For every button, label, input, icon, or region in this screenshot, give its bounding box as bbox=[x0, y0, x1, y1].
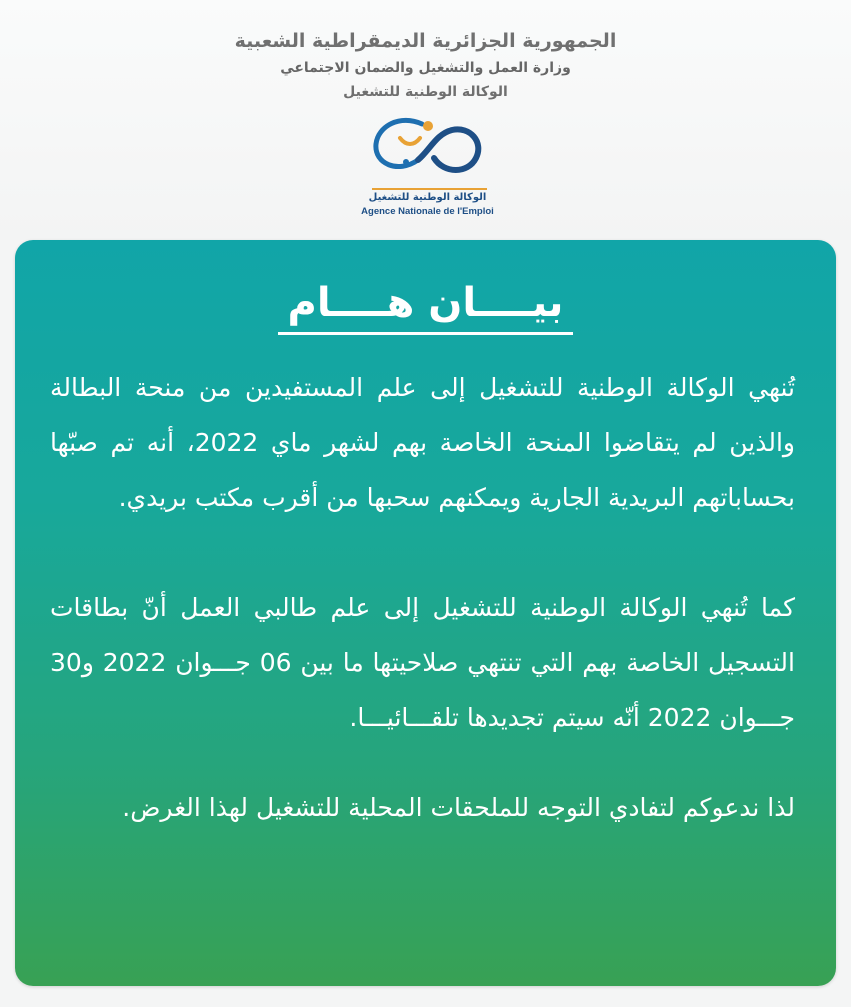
logo-french-text: Agence Nationale de l'Emploi bbox=[361, 206, 494, 217]
republic-name: الجمهورية الجزائرية الديمقراطية الشعبية bbox=[234, 30, 617, 52]
notice-title bbox=[0, 280, 851, 335]
logo-divider bbox=[372, 188, 487, 190]
anem-logo-icon bbox=[360, 112, 495, 188]
ministry-name: وزارة العمل والتشغيل والضمان الاجتماعي bbox=[280, 60, 571, 76]
logo-arabic-text: الوكالة الوطنية للتشغيل bbox=[368, 192, 487, 203]
agency-name: الوكالة الوطنية للتشغيل bbox=[343, 84, 508, 100]
notice-paragraph-3: لذا ندعوكم لتفادي التوجه للملحقات المحلية للتشغيل لهذا الغرض. bbox=[122, 793, 795, 822]
notice-paragraph-2: كما تُنهي الوكالة الوطنية للتشغيل إلى علم طالبي العمل أنّ بطاقات التسجيل الخاصة بهم التي تنتهي صلاحيتها ما بين 06 جـــوان 2022 و30 جـــوان 2022 أنّه سيتم تجديدها تلقـــائيـــا. bbox=[50, 593, 796, 732]
agency-logo bbox=[360, 112, 500, 220]
notice-paragraph-1: تُنهي الوكالة الوطنية للتشغيل إلى علم المستفيدين من منحة البطالة والذين لم يتقاضوا المنحة الخاصة بهم لشهر ماي 2022، أنه تم صبّها بحساباتهم البريدية الجارية ويمكنهم سحبها من أقرب مكتب بريدي. bbox=[50, 373, 795, 512]
notice-title-text: بيــــان هــــام bbox=[278, 280, 574, 335]
